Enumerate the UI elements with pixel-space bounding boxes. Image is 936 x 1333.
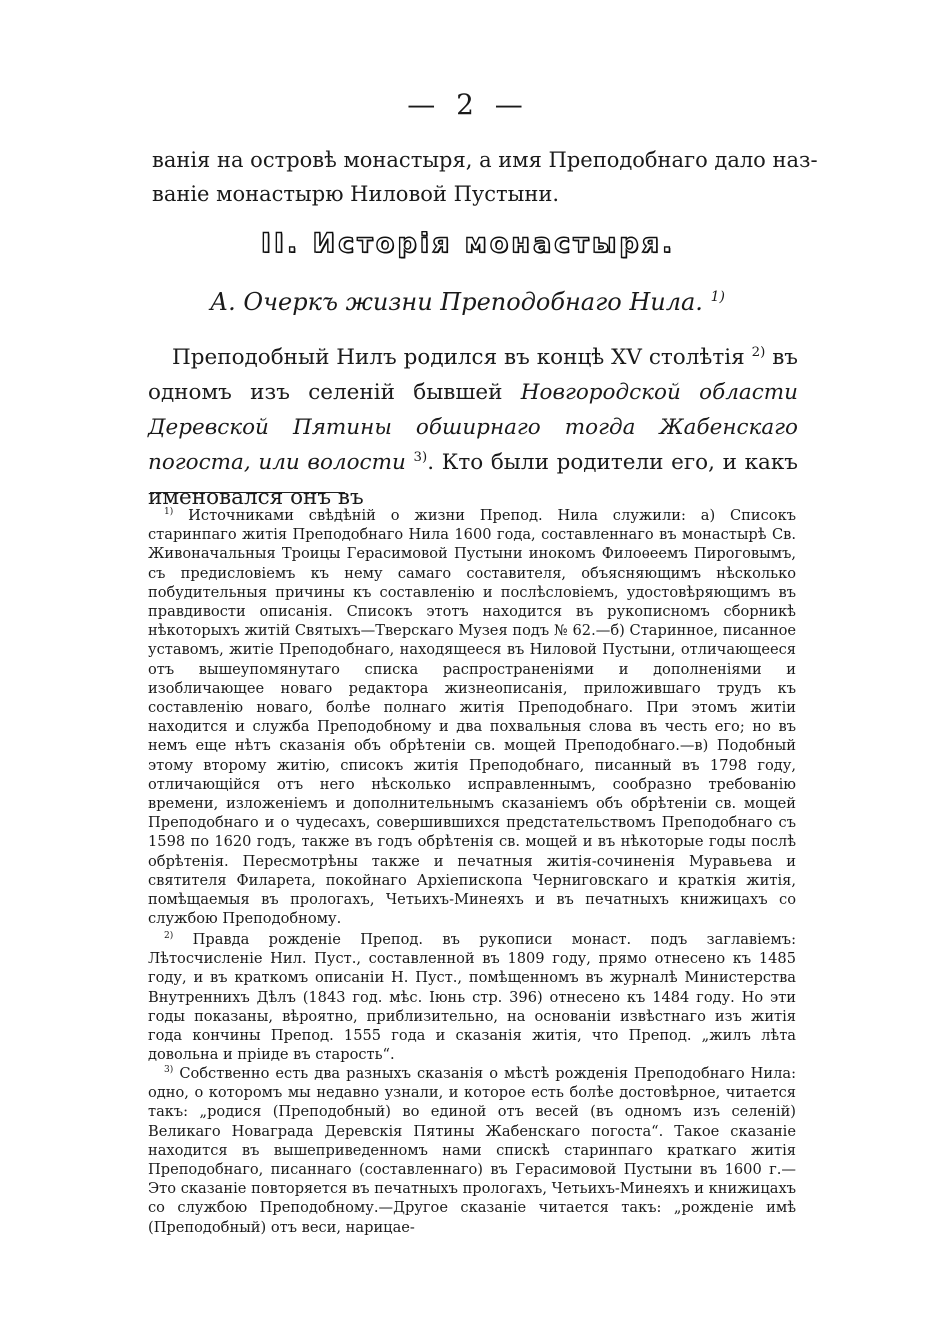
paragraph-part-3: . Кто были родители его, и какъ именовался онъ въ: [148, 450, 798, 510]
paragraph-part-1: Преподобный Нилъ родился въ концѣ XV столѣтія: [172, 345, 745, 370]
footnote-2: [148, 930, 796, 1064]
footnote-2-text: Правда рожденіе Препод. въ рукописи монаст. подъ заглавіемъ: Лѣтосчисленіе Нил. Пуст., составленной въ 1809 году, прямо отнесено къ 1485 году, и въ краткомъ описаніи Н. Пуст., помѣщенномъ въ журналѣ Министерства Внутреннихъ Дѣлъ (1843 год. мѣс. Іюнь стр. 396) отнесено къ 1484 году. Но эти годы показаны, вѣроятно, приблизительно, на основаніи извѣстнаго изъ житія года кончины Препод. 1555 года и сказанія житія, что Препод. „жилъ лѣта довольна и пріиде въ старость“.: [148, 931, 796, 1064]
subsection-footnote-ref: 1): [710, 289, 725, 305]
footnote-2-marker: 2): [164, 931, 174, 942]
footnote-3: [148, 1064, 796, 1237]
footnote-ref-2: 2): [751, 344, 766, 360]
opening-line-2: ваніе монастырю Ниловой Пустыни.: [152, 182, 560, 206]
paragraph-part-2: въ одномъ изъ селеній бывшей: [148, 345, 798, 405]
page-number: — 2 —: [407, 88, 529, 121]
footnote-3-text: Собственно есть два разныхъ сказанія о мѣстѣ рожденія Преподобнаго Нила: одно, о которомъ мы недавно узнали, и которое есть болѣе достовѣрное, читается такъ: „родися (Преподобный) во единой отъ весей (въ одномъ изъ селеній) Великаго Новаграда Деревскія Пятины Жабенскаго погоста“. Такое сказаніе находится въ вышеприведенномъ нами спискѣ старинпаго краткаго житія Преподобнаго, писаннаго (составленнаго) въ Герасимовой Пустыни въ 1600 г.—Это сказаніе повторяется въ печатныхъ прологахъ, Четьихъ-Минеяхъ и книжицахъ со службою Преподобному.—Другое сказаніе читается такъ: „рожденіе имѣ (Преподобный) отъ веси, нарицае-: [148, 1065, 797, 1236]
footnote-1: [148, 506, 796, 928]
footnote-ref-3: 3): [413, 449, 428, 465]
footnote-1-marker: 1): [164, 507, 174, 518]
paragraph-place-italic: Новгородской области Деревской Пятины обширнаго тогда Жабенскаго погоста, или волости: [148, 380, 798, 475]
subsection-title: [210, 288, 725, 316]
footnote-divider: [150, 492, 345, 493]
main-paragraph: [148, 340, 798, 518]
footnote-1-text: Источниками свѣдѣній о жизни Препод. Нила служили: а) Списокъ старинпаго житія Преподобнаго Нила 1600 года, составленнаго въ монастырѣ Св. Живоначальныя Троицы Герасимовой Пустыни инокомъ Филоѳеемъ Пироговымъ, съ предисловіемъ къ нему самаго составителя, объясняющимъ нѣсколько побудительныя причины къ составленію и послѣсловіемъ, удостовѣряющимъ въ правдивости описанія. Списокъ этотъ находится въ рукописномъ сборникѣ нѣкоторыхъ житій Святыхъ—Тверскаго Музея подъ № 62.—б) Старинное, писанное уставомъ, житіе Преподобнаго, находящееся въ Ниловой Пустыни, отличающееся отъ вышеупомянутаго списка распространеніями и дополненіями и изобличающее новаго редактора жизнеописанія, приложившаго трудъ къ составленію новаго, болѣе полнаго житія Преподобнаго. При этомъ житіи находится и служба Преподобному и два похвальныя слова въ честь его; но въ немъ еще нѣтъ сказанія объ обрѣтеніи св. мощей Преподобнаго.—в) Подобный этому второму житію, списокъ житія Преподобнаго, писанный въ 1798 году, отличающійся отъ него нѣсколько исправленнымъ, сообразно требованію времени, изложеніемъ и дополнительнымъ сказаніемъ объ обрѣтеніи св. мощей Преподобнаго и о чудесахъ, совершившихся предстательствомъ Преподобнаго съ 1598 по 1620 годъ, также въ годъ обрѣтенія св. мощей и въ нѣкоторые годы послѣ обрѣтенія. Пересмотрѣны также и печатныя житія-сочиненія Муравьева и святителя Филарета, покойнаго Архіепископа Черниговскаго и краткія житія, помѣщаемыя въ прологахъ, Четьихъ-Минеяхъ и въ печатныхъ книжицахъ со службою Преподобному.: [148, 507, 797, 928]
footnote-3-marker: 3): [164, 1065, 174, 1076]
section-title: II. Исторія монастыря.: [260, 228, 676, 259]
opening-line-1: ванія на островѣ монастыря, а имя Преподобнаго дало наз-: [152, 148, 818, 172]
subsection-title-text: А. Очеркъ жизни Преподобнаго Нила.: [210, 288, 703, 316]
